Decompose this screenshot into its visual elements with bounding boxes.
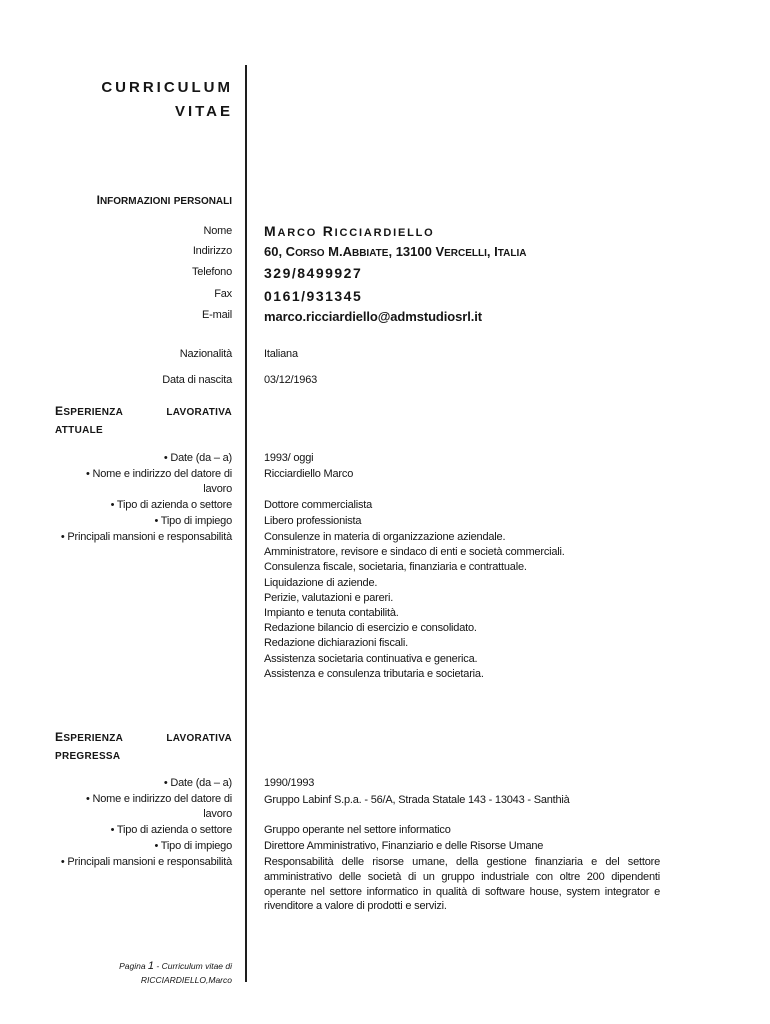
small-caps-run: ARCO [277, 227, 318, 239]
duty-item: Consulenza fiscale, societaria, finanziaria e contrattuale. [264, 561, 527, 574]
email-label: E-mail [202, 309, 232, 321]
phone-label: Telefono [192, 266, 232, 278]
small-caps-run: LAVORATIVA [166, 733, 232, 744]
duty-item: Redazione bilancio di esercizio e consolidato. [264, 622, 477, 635]
small-caps-run: ATTUALE [55, 425, 103, 436]
small-caps-run: SPERIENZA [63, 407, 124, 418]
small-caps-run: NFORMAZIONI [99, 196, 171, 207]
address-label: Indirizzo [192, 245, 232, 257]
birth-date-label: Data di nascita [162, 374, 232, 386]
current-employment-type-label: • Tipo di impiego [154, 515, 232, 527]
duty-item: Assistenza e consulenza tributaria e societaria. [264, 667, 484, 680]
email-value: marco.ricciardiello@admstudiosrl.it [264, 309, 482, 324]
phone-value: 329/8499927 [264, 265, 363, 281]
birth-date-value: 03/12/1963 [264, 374, 318, 386]
fax-value: 0161/931345 [264, 288, 363, 304]
current-employer-value: Ricciardiello Marco [264, 468, 354, 480]
duty-item: Redazione dichiarazioni fiscali. [264, 637, 409, 650]
small-caps-run: LAVORATIVA [166, 407, 232, 418]
footer-page-label: Pagina [119, 961, 146, 971]
previous-dates-value: 1990/1993 [264, 777, 315, 789]
nationality-label: Nazionalità [179, 348, 232, 360]
address-value: 60, CORSO M.ABBIATE, 13100 VERCELLI, ITALIA [264, 244, 527, 259]
duty-item: Perizie, valutazioni e pareri. [264, 591, 394, 604]
small-caps-run: PERSONALI [173, 196, 232, 207]
previous-employer-label: • Nome e indirizzo del datore di lavoro [85, 793, 232, 820]
footer-page-line [119, 960, 232, 972]
name-value: MARCO RICCIARDIELLO [264, 223, 435, 239]
previous-sector-label: • Tipo di azienda o settore [110, 824, 232, 836]
duty-item: Liquidazione di aziende. [264, 576, 378, 589]
duty-item: Amministratore, revisore e sindaco di enti e società commerciali. [264, 546, 565, 559]
previous-employment-type-value: Direttore Amministrativo, Finanziario e delle Risorse Umane [264, 840, 544, 852]
previous-employment-type-label: • Tipo di impiego [154, 840, 232, 852]
name-label: Nome [203, 225, 232, 237]
previous-duties-label: • Principali mansioni e responsabilità [60, 856, 232, 868]
fax-label: Fax [214, 288, 232, 300]
page-number: 1 [147, 960, 155, 972]
duty-item: Consulenze in materia di organizzazione aziendale. [264, 531, 506, 543]
column-divider [245, 65, 247, 982]
current-dates-value: 1993/ oggi [264, 452, 314, 464]
personal-info-heading: INFORMAZIONI PERSONALI [96, 193, 232, 207]
current-sector-label: • Tipo di azienda o settore [110, 499, 232, 511]
current-duties-list [264, 530, 565, 682]
duty-item: Assistenza societaria continuativa e generica. [264, 652, 478, 665]
small-caps-run: TALIA [497, 248, 527, 259]
small-caps-run: PREGRESSA [55, 751, 121, 762]
nationality-value: Italiana [264, 348, 298, 360]
current-employment-type-value: Libero professionista [264, 515, 362, 527]
previous-experience-heading: ESPERIENZA LAVORATIVA PREGRESSA [55, 730, 232, 762]
small-caps-run: BBIATE [351, 248, 389, 259]
small-caps-run: ORSO [295, 248, 325, 259]
small-caps-run: ERCELLI [444, 248, 487, 259]
cv-title-line1: CURRICULUM [101, 79, 233, 96]
previous-duties-text: Responsabilità delle risorse umane, della gestione finanziaria e del settore amministrativo delle società di un gruppo industriale con oltre 200 dipendenti operante nel settore informatico in qualità di software house, system integrator e rivenditore a valore di prodotti e servizi. [264, 856, 660, 913]
duty-item: Impianto e tenuta contabilità. [264, 606, 399, 619]
previous-employer-value: Gruppo Labinf S.p.a. - 56/A, Strada Statale 143 - 13043 - Santhià [264, 794, 570, 806]
current-sector-value: Dottore commercialista [264, 499, 373, 511]
footer-author: RICCIARDIELLO,Marco [140, 975, 232, 985]
current-experience-heading: ESPERIENZA LAVORATIVA ATTUALE [55, 404, 232, 436]
current-dates-label: • Date (da – a) [163, 452, 232, 464]
current-employer-label: • Nome e indirizzo del datore di lavoro [85, 468, 232, 495]
small-caps-run: SPERIENZA [63, 733, 124, 744]
current-duties-label: • Principali mansioni e responsabilità [60, 531, 232, 543]
previous-dates-label: • Date (da – a) [163, 777, 232, 789]
small-caps-run: ICCIARDIELLO [334, 227, 435, 239]
cv-title-line2: VITAE [174, 103, 233, 120]
footer-doc-label: - Curriculum vitae di [156, 961, 232, 971]
previous-sector-value: Gruppo operante nel settore informatico [264, 824, 451, 836]
